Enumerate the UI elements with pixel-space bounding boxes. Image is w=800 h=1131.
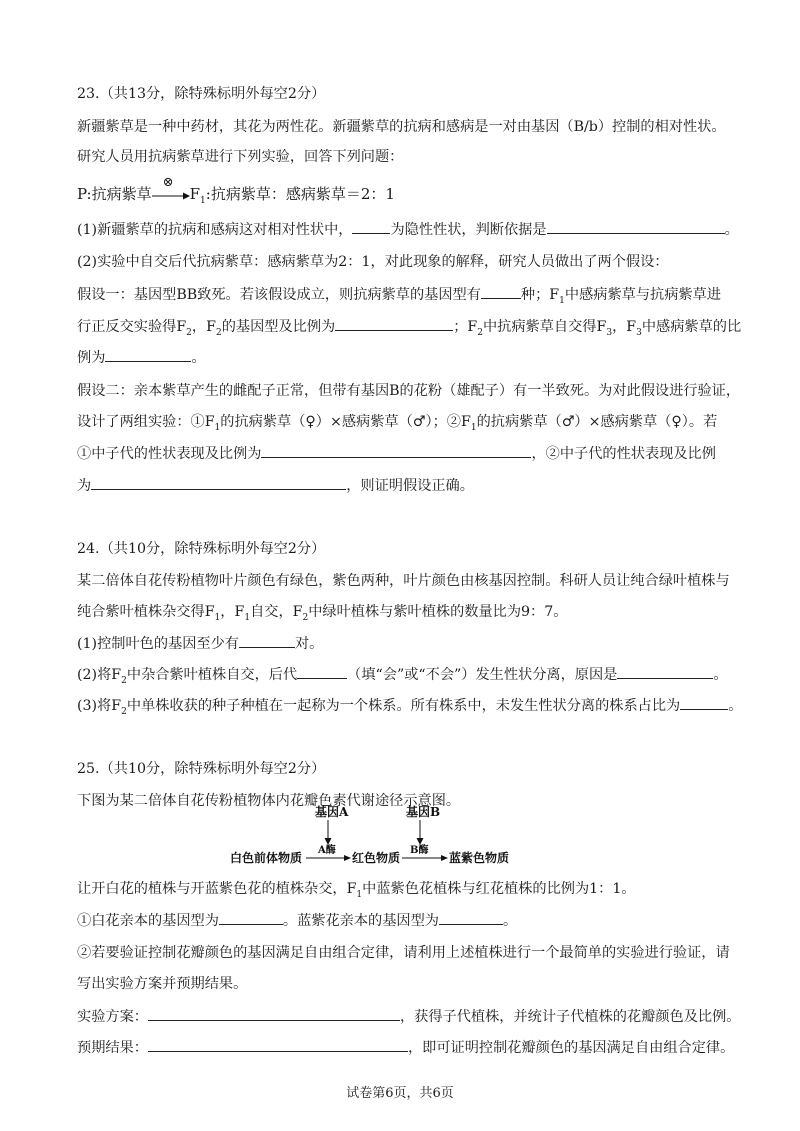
q25-result <box>77 1037 734 1058</box>
h2-l2-text: 设计了两组实验：①F <box>77 414 215 430</box>
q24-s1-text: (1)控制叶色的基因至少有 <box>77 636 239 652</box>
q25-intro: 下图为某二倍体自花传粉植物体内花瓣色素代谢途径示意图。 <box>77 793 461 809</box>
plan-text: ，获得子代植株，并统计子代植株的花瓣颜色及比例。 <box>399 1009 741 1025</box>
enzyme-b-label: B酶 <box>410 845 429 856</box>
q25-sub1 <box>77 910 517 931</box>
h2-l2-text: 的抗病紫草（♀）×感病紫草（♂）；②F <box>220 414 471 430</box>
q23-hypothesis2-line3 <box>77 443 716 464</box>
h1-l2-text: 中感病紫草的比 <box>641 319 742 335</box>
h2-l2-text: 的抗病紫草（♂）×感病紫草（♀）。若 <box>476 414 718 430</box>
q24-s2-text: (2)将F <box>77 667 122 683</box>
pigment-pathway-diagram <box>230 800 530 870</box>
gene-a-label: 基因A <box>315 805 349 819</box>
q25-sub2-line2: 写出实验方案并预期结果。 <box>77 976 248 992</box>
q25-text: 让开白花的植株与开蓝紫色花的植株杂交，F <box>77 881 357 897</box>
q24-sub2 <box>77 664 728 685</box>
q24-s2-text: 中杂合紫叶植株自交，后代 <box>126 667 298 683</box>
q23-sub1-text2: 为隐性性状，判断依据是 <box>390 222 547 238</box>
answer-blank[interactable] <box>335 316 453 331</box>
subscript: 2 <box>215 327 222 338</box>
answer-blank[interactable] <box>105 347 191 362</box>
cross-f1-subscript: 1 <box>200 196 206 206</box>
subscript: 1 <box>559 295 565 306</box>
plan-label: 实验方案： <box>77 1009 148 1025</box>
q24-s2-text: （填“会”或“不会”）发生性状分离，原因是 <box>347 667 618 683</box>
white-precursor-label: 白色前体物质 <box>230 851 303 865</box>
gene-b-label: 基因B <box>406 805 441 819</box>
h1-text3: 中感病紫草与抗病紫草进 <box>564 287 721 303</box>
subscript: 2 <box>121 706 127 717</box>
pathway-arrowhead-1 <box>344 855 351 861</box>
arrow-right-icon <box>152 191 190 201</box>
answer-blank[interactable] <box>261 443 531 458</box>
answer-blank[interactable] <box>91 475 346 490</box>
q23-hypothesis2-line2 <box>77 412 717 432</box>
q24-text: 纯合紫叶植株杂交得F <box>77 604 215 620</box>
answer-blank[interactable] <box>617 664 713 679</box>
self-cross-symbol: ⊗ <box>162 175 174 190</box>
h2-l3-text: ①中子代的性状表现及比例为 <box>77 446 262 462</box>
q24-intro-line2 <box>77 602 567 622</box>
h2-l3-text: ，②中子代的性状表现及比例 <box>531 446 716 462</box>
blue-substance-label: 蓝紫色物质 <box>449 851 510 865</box>
h1-text2: 种；F <box>520 287 560 303</box>
h1-text: 假设一：基因型BB致死。若该假设成立，则抗病紫草的基因型有 <box>77 287 481 303</box>
q24-sub1 <box>77 633 323 654</box>
q25-text: 中蓝紫色花植株与红花植株的比例为1：1。 <box>362 881 636 897</box>
subscript: 1 <box>214 422 221 433</box>
q23-cross-diagram <box>77 175 395 206</box>
subscript: 3 <box>636 327 642 338</box>
answer-blank[interactable] <box>239 633 295 648</box>
answer-blank[interactable] <box>680 695 728 710</box>
q24-s3-text: 。 <box>728 698 743 714</box>
h1-l2-text: 中抗病紫草自交得F <box>482 319 607 335</box>
q25-cross-result <box>77 879 636 899</box>
subscript: 1 <box>356 889 363 900</box>
answer-blank[interactable] <box>352 219 390 234</box>
q23-hypothesis1-line1 <box>77 284 721 305</box>
subscript: 3 <box>606 327 613 338</box>
q23-sub1-end: 。 <box>724 222 739 238</box>
h2-l4-text: 为 <box>77 478 92 494</box>
q23-hypothesis1-line3 <box>77 347 206 368</box>
answer-blank[interactable] <box>481 284 521 299</box>
q24-text: ，F <box>220 604 245 620</box>
q25-sub2-line1: ②若要验证控制花瓣颜色的基因满足自由组合定律，请利用上述植株进行一个最简单的实验进行验证，请 <box>77 945 730 961</box>
q25-s1-text: 。 <box>502 913 518 929</box>
q24-sub3 <box>77 695 742 716</box>
h1-l2-text: ，F <box>612 319 637 335</box>
q24-s1-text: 对。 <box>294 636 324 652</box>
h1-l2-text: ；F <box>453 319 478 335</box>
answer-blank[interactable] <box>439 910 503 925</box>
cross-result: :抗病紫草：感病紫草＝2：1 <box>205 185 395 203</box>
q23-hypothesis2-line1: 假设二：亲本紫草产生的雌配子正常，但带有基因B的花粉（雄配子）有一半致死。为对此假设进行验证， <box>77 383 741 399</box>
h1-l3-text: 例为 <box>77 350 106 366</box>
subscript: 2 <box>302 612 309 623</box>
h1-l3-end: 。 <box>191 350 206 366</box>
enzyme-a-label: A酶 <box>318 845 336 856</box>
q25-s1-text: ①白花亲本的基因型为 <box>77 913 219 929</box>
q23-hypothesis2-line4 <box>77 475 474 496</box>
q23-sub2: (2)实验中自交后代抗病紫草：感病紫草为2：1，对此现象的解释，研究人员做出了两个假设： <box>77 254 669 270</box>
h1-l2-text: 行正反交实验得F <box>77 319 187 335</box>
q23-sub1-text: (1)新疆紫草的抗病和感病这对相对性状中， <box>77 222 353 238</box>
result-text: ，即可证明控制花瓣颜色的基因满足自由组合定律。 <box>407 1040 735 1056</box>
h2-l4-text: ，则证明假设正确。 <box>346 478 474 494</box>
q23-sub1 <box>77 219 739 240</box>
q23-intro-line2: 研究人员用抗病紫草进行下列实验，回答下列问题： <box>77 149 404 165</box>
subscript: 2 <box>121 675 127 686</box>
q24-heading: 24.（共10分，除特殊标明外每空2分） <box>77 541 326 557</box>
red-substance-label: 红色物质 <box>352 851 401 865</box>
q25-s1-text: 。蓝紫花亲本的基因型为 <box>282 913 439 929</box>
answer-blank[interactable] <box>148 1006 400 1021</box>
gene-a-arrowhead <box>325 838 332 845</box>
subscript: 1 <box>214 612 221 623</box>
q23-heading: 23.（共13分，除特殊标明外每空2分） <box>77 86 326 102</box>
subscript: 2 <box>186 327 192 338</box>
h1-l2-text: 的基因型及比例为 <box>221 319 336 335</box>
answer-blank[interactable] <box>547 219 725 234</box>
cross-f1: F <box>189 185 201 203</box>
q24-s3-text: 中单株收获的种子种植在一起称为一个株系。所有株系中，未发生性状分离的株系占比为 <box>126 698 681 714</box>
q24-s3-text: (3)将F <box>77 698 122 714</box>
answer-blank[interactable] <box>297 664 347 679</box>
page-footer: 试卷第6页，共6页 <box>346 1086 454 1101</box>
subscript: 2 <box>477 327 483 338</box>
answer-blank[interactable] <box>219 910 283 925</box>
result-label: 预期结果： <box>77 1040 148 1056</box>
subscript: 1 <box>244 612 251 623</box>
h1-l2-text: ，F <box>191 319 216 335</box>
q24-text: 中绿叶植株与紫叶植株的数量比为9：7。 <box>308 604 568 620</box>
answer-blank[interactable] <box>148 1037 408 1052</box>
self-cross-arrow <box>152 175 190 203</box>
pathway-arrowhead-2 <box>441 855 448 861</box>
subscript: 1 <box>470 422 477 433</box>
gene-b-arrowhead <box>417 838 424 845</box>
q24-intro-line1: 某二倍体自花传粉植物叶片颜色有绿色，紫色两种，叶片颜色由核基因控制。科研人员让纯合绿叶植株与 <box>77 573 730 589</box>
q23-hypothesis1-line2 <box>77 316 741 337</box>
q25-heading: 25.（共10分，除特殊标明外每空2分） <box>77 761 326 777</box>
q24-s2-text: 。 <box>713 667 728 683</box>
q24-text: 自交，F <box>250 604 303 620</box>
cross-parent: P:抗病紫草 <box>77 185 152 203</box>
q23-intro-line1: 新疆紫草是一种中药材，其花为两性花。新疆紫草的抗病和感病是一对由基因（B/b）控制的相对性状。 <box>77 119 726 135</box>
q25-plan <box>77 1006 740 1027</box>
